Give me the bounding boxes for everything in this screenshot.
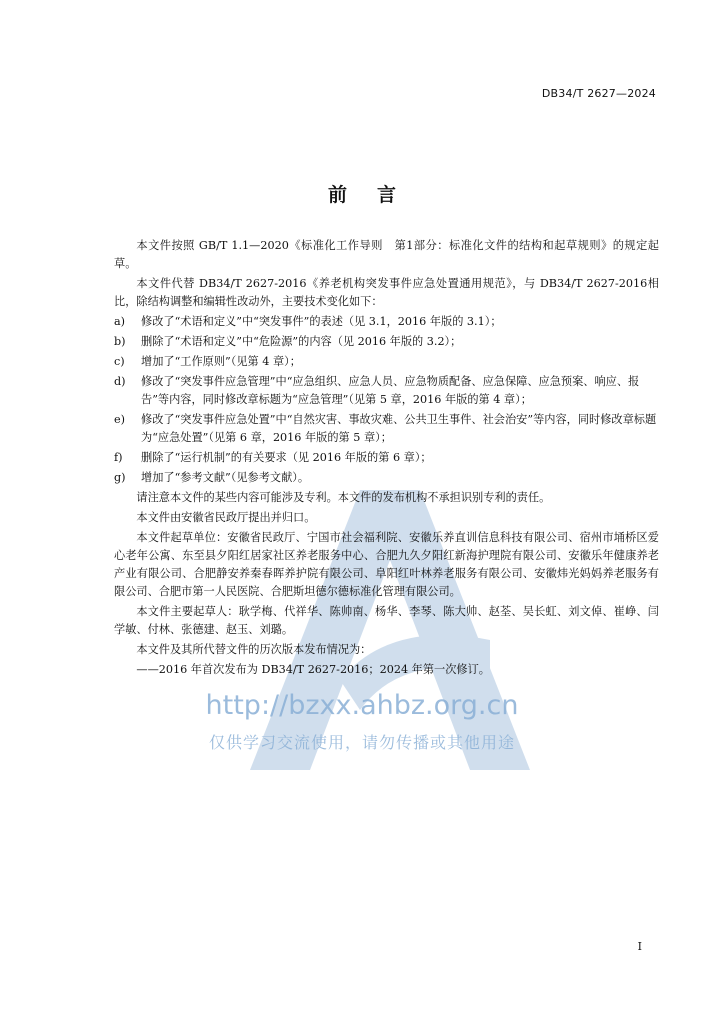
list-marker: c) [114, 355, 125, 368]
list-marker: b) [114, 335, 126, 348]
list-item [114, 411, 659, 447]
list-item [114, 373, 659, 409]
list-text: 删除了“术语和定义”中“危险源”的内容（见 2016 年版的 3.2）； [141, 335, 462, 348]
standard-code: DB34/T 2627—2024 [541, 87, 656, 100]
watermark-url: http://bzxx.ahbz.org.cn [205, 690, 519, 721]
intro-paragraph: 本文件按照 GB/T 1.1—2020《标准化工作导则 第1部分：标准化文件的结构和起草规则》的规定起草。 [114, 239, 659, 270]
list-marker: f) [114, 451, 123, 464]
list-item [114, 313, 659, 331]
list-item [114, 469, 659, 487]
intro-paragraph: 本文件代替 DB34/T 2627-2016《养老机构突发事件应急处置通用规范》，与 DB34/T 2627-2016相比，除结构调整和编辑性改动外，主要技术变化如下： [114, 277, 659, 308]
drafting-units-paragraph: 本文件起草单位：安徽省民政厅、宁国市社会福利院、安徽乐养直训信息科技有限公司、宿州市埇桥区爱心老年公寓、东至县夕阳红居家社区养老服务中心、合肥九久夕阳红新海护理院有限公司、安徽乐年健康养老产业有限公司、合肥静安养秦春晖养护院有限公司、阜阳红叶林养老服务有限公司、安徽炜光妈妈养老服务有限公司、合肥市第一人民医院、合肥斯坦德尔德标准化管理有限公司。 [114, 531, 659, 598]
list-item [114, 449, 659, 467]
drafters-paragraph: 本文件主要起草人：耿学梅、代祥华、陈帅南、杨华、李琴、陈大帅、赵荃、吴长虹、刘文倬、崔峥、闫学敏、付林、张德建、赵玉、刘璐。 [114, 605, 659, 636]
list-marker: e) [114, 413, 125, 426]
list-text: 修改了“突发事件应急管理”中“应急组织、应急人员、应急物质配备、应急保障、应急预案、响应、报告”等内容，同时修改章标题为“应急管理”（见第 5 章，2016 年版的第 4 章）； [141, 375, 640, 406]
list-text: 修改了“术语和定义”中“突发事件”的表述（见 3.1，2016 年版的 3.1）； [141, 315, 502, 328]
list-text: 删除了“运行机制”的有关要求（见 2016 年版的第 6 章）； [141, 451, 432, 464]
list-text: 增加了“工作原则”（见第 4 章）； [141, 355, 301, 368]
list-marker: g) [114, 471, 126, 484]
page-number: I [637, 940, 642, 953]
body-paragraph: 请注意本文件的某些内容可能涉及专利。本文件的发布机构不承担识别专利的责任。 [136, 491, 551, 504]
list-marker: a) [114, 315, 126, 328]
list-item [114, 353, 659, 371]
list-marker: d) [114, 375, 126, 388]
document-body [114, 237, 659, 681]
watermark-notice: 仅供学习交流使用，请勿传播或其他用途 [208, 733, 515, 752]
version-history-paragraph: ——2016 年首次发布为 DB34/T 2627-2016；2024 年第一次修订。 [136, 663, 490, 676]
list-text: 增加了“参考文献”（见参考文献）。 [141, 471, 310, 484]
list-text: 修改了“突发事件应急处置”中“自然灾害、事故灾难、公共卫生事件、社会治安”等内容，同时修改章标题为“应急处置”（见第 6 章，2016 年版的第 5 章）； [141, 413, 657, 444]
body-paragraph: 本文件由安徽省民政厅提出并归口。 [136, 511, 316, 524]
page-title: 前言 [327, 184, 426, 206]
list-item [114, 333, 659, 351]
body-paragraph: 本文件及其所代替文件的历次版本发布情况为： [136, 643, 372, 656]
